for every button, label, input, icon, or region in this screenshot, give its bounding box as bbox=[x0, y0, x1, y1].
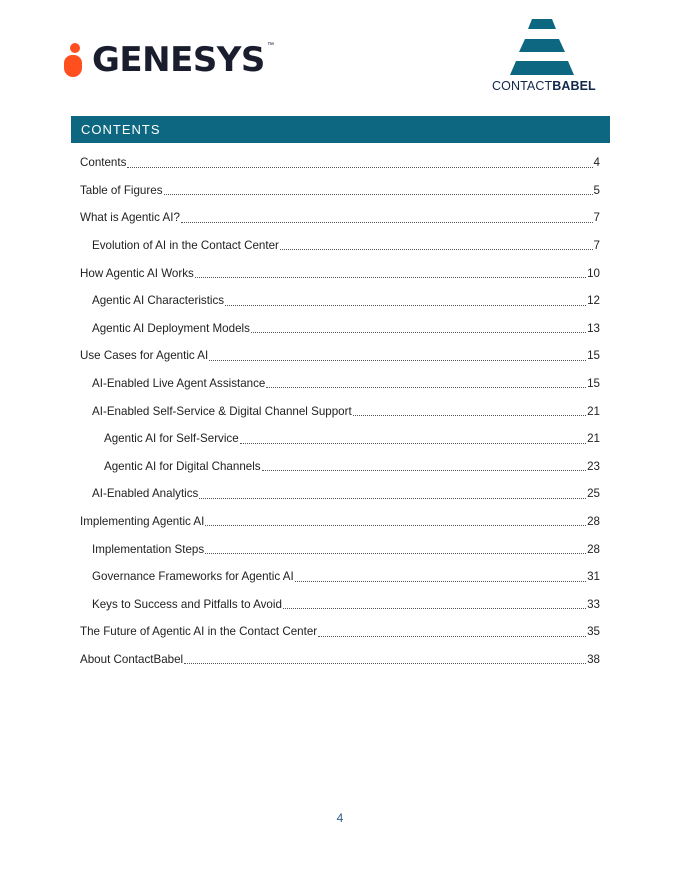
toc-entry-page: 28 bbox=[587, 515, 600, 529]
toc-entry-title: Table of Figures bbox=[80, 183, 163, 197]
toc-entry[interactable] bbox=[80, 204, 600, 232]
toc-entry-page: 13 bbox=[587, 321, 600, 335]
genesys-mark-icon bbox=[62, 41, 84, 79]
toc-dot-leader bbox=[318, 635, 586, 637]
toc-entry-title: Keys to Success and Pitfalls to Avoid bbox=[92, 597, 282, 611]
toc-entry-title: Implementation Steps bbox=[92, 542, 205, 556]
toc-entry[interactable] bbox=[80, 646, 600, 674]
toc-entry-page: 4 bbox=[593, 156, 600, 170]
genesys-logo bbox=[62, 40, 274, 80]
toc-entry[interactable] bbox=[80, 535, 600, 563]
toc-dot-leader bbox=[251, 331, 586, 333]
toc-entry[interactable] bbox=[80, 397, 600, 425]
toc-entry[interactable] bbox=[80, 591, 600, 619]
toc-dot-leader bbox=[181, 221, 593, 223]
contactbabel-word-babel: BABEL bbox=[552, 79, 596, 93]
toc-dot-leader bbox=[240, 442, 586, 444]
toc-entry-title: About ContactBabel bbox=[80, 652, 184, 666]
toc-entry-title: AI-Enabled Analytics bbox=[92, 487, 199, 501]
toc-entry-page: 21 bbox=[587, 404, 600, 418]
toc-entry-title: Evolution of AI in the Contact Center bbox=[92, 239, 279, 253]
toc-dot-leader bbox=[280, 248, 593, 250]
toc-entry-page: 10 bbox=[587, 266, 600, 280]
toc-entry-page: 28 bbox=[587, 542, 600, 556]
toc-dot-leader bbox=[205, 524, 586, 526]
toc-dot-leader bbox=[199, 497, 586, 499]
toc-entry-page: 33 bbox=[587, 597, 600, 611]
toc-dot-leader bbox=[262, 469, 586, 471]
toc-entry-title: What is Agentic AI? bbox=[80, 211, 180, 225]
toc-dot-leader bbox=[295, 580, 586, 582]
contactbabel-pyramid-icon bbox=[490, 18, 598, 76]
page-number: 4 bbox=[336, 811, 344, 825]
toc-entry[interactable] bbox=[80, 315, 600, 343]
toc-entry-page: 5 bbox=[593, 183, 600, 197]
genesys-trademark: ™ bbox=[267, 42, 274, 49]
toc-entry-title: Governance Frameworks for Agentic AI bbox=[92, 570, 294, 584]
toc-dot-leader bbox=[209, 359, 586, 361]
toc-entry[interactable] bbox=[80, 453, 600, 481]
toc-entry[interactable] bbox=[80, 508, 600, 536]
toc-entry[interactable] bbox=[80, 287, 600, 315]
toc-entry[interactable] bbox=[80, 563, 600, 591]
toc-entry-page: 35 bbox=[587, 625, 600, 639]
toc-dot-leader bbox=[283, 607, 586, 609]
toc-entry-title: Contents bbox=[80, 156, 127, 170]
toc-entry-title: AI-Enabled Live Agent Assistance bbox=[92, 377, 266, 391]
toc-dot-leader bbox=[205, 552, 586, 554]
contactbabel-wordmark bbox=[492, 79, 596, 93]
toc-entry-page: 38 bbox=[587, 652, 600, 666]
genesys-wordmark: GENESYS bbox=[92, 40, 265, 80]
toc-dot-leader bbox=[195, 276, 586, 278]
toc-entry-page: 21 bbox=[587, 432, 600, 446]
contactbabel-word-contact: CONTACT bbox=[492, 79, 553, 93]
toc-entry-page: 23 bbox=[587, 459, 600, 473]
toc-entry-title: Agentic AI Deployment Models bbox=[92, 321, 250, 335]
toc-dot-leader bbox=[225, 304, 586, 306]
toc-entry[interactable] bbox=[80, 618, 600, 646]
toc-entry[interactable] bbox=[80, 342, 600, 370]
toc-dot-leader bbox=[184, 662, 586, 664]
toc-entry[interactable] bbox=[80, 232, 600, 260]
toc-entry-title: How Agentic AI Works bbox=[80, 266, 194, 280]
toc-entry-title: Implementing Agentic AI bbox=[80, 515, 205, 529]
toc-entry[interactable] bbox=[80, 149, 600, 177]
toc-entry-title: Agentic AI for Self-Service bbox=[104, 432, 239, 446]
toc-entry-title: Agentic AI for Digital Channels bbox=[104, 459, 261, 473]
toc-entry-page: 7 bbox=[593, 239, 600, 253]
toc-entry-page: 15 bbox=[587, 349, 600, 363]
toc-entry[interactable] bbox=[80, 259, 600, 287]
toc-entry-title: Agentic AI Characteristics bbox=[92, 294, 225, 308]
toc-entry-page: 15 bbox=[587, 377, 600, 391]
toc-dot-leader bbox=[353, 414, 586, 416]
toc-entry-page: 7 bbox=[593, 211, 600, 225]
toc-dot-leader bbox=[127, 166, 592, 168]
toc-entry-title: AI-Enabled Self-Service & Digital Channel Support bbox=[92, 404, 352, 418]
toc-entry[interactable] bbox=[80, 177, 600, 205]
toc-dot-leader bbox=[266, 386, 586, 388]
toc-entry-page: 31 bbox=[587, 570, 600, 584]
table-of-contents bbox=[80, 149, 600, 673]
toc-entry[interactable] bbox=[80, 370, 600, 398]
contents-heading: CONTENTS bbox=[71, 116, 610, 143]
toc-dot-leader bbox=[164, 193, 593, 195]
toc-entry-page: 25 bbox=[587, 487, 600, 501]
toc-entry-page: 12 bbox=[587, 294, 600, 308]
toc-entry[interactable] bbox=[80, 480, 600, 508]
toc-entry-title: The Future of Agentic AI in the Contact Center bbox=[80, 625, 318, 639]
toc-entry[interactable] bbox=[80, 425, 600, 453]
toc-entry-title: Use Cases for Agentic AI bbox=[80, 349, 209, 363]
contactbabel-logo bbox=[490, 18, 598, 94]
